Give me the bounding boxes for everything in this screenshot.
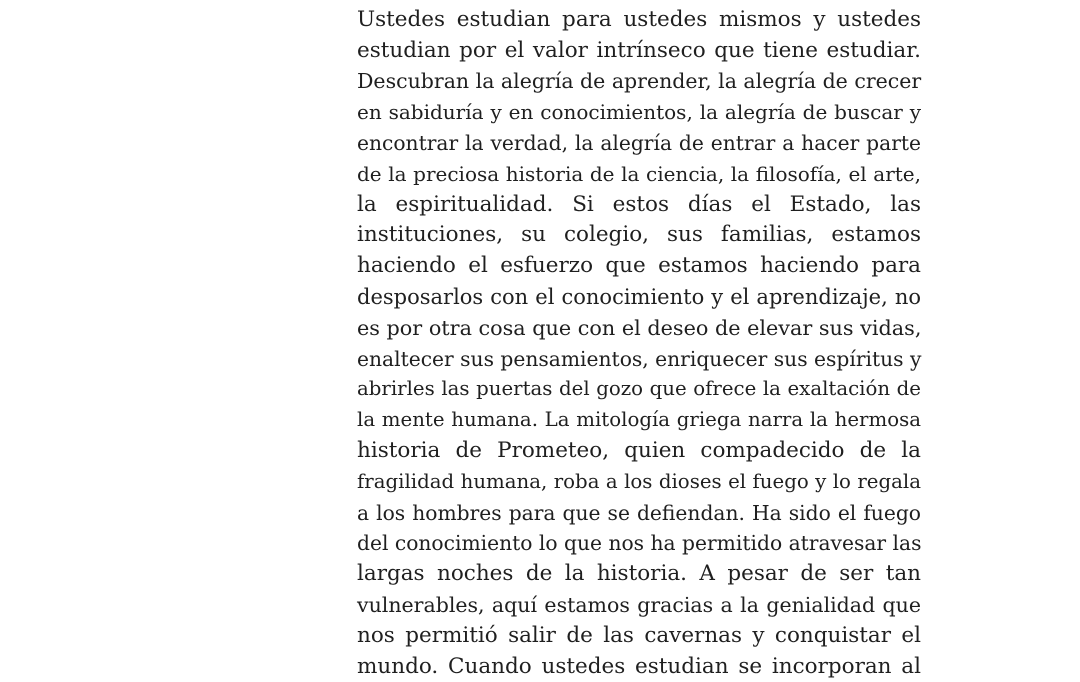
text-line: es por otra cosa que con el deseo de elevar sus vidas,: [357, 315, 922, 340]
text-line: largas noches de la historia. A pesar de ser tan: [357, 561, 921, 587]
text-line: enaltecer sus pensamientos, enriquecer sus espíritus y: [357, 346, 922, 371]
text-line: Ustedes estudian para ustedes mismos y ustedes: [357, 6, 921, 32]
text-line: de la preciosa historia de la ciencia, la filosofía, el arte,: [357, 161, 921, 186]
text-line: historia de Prometeo, quien compadecido de la: [357, 437, 921, 463]
text-line: mundo. Cuando ustedes estudian se incorporan al: [357, 653, 921, 679]
text-line: Descubran la alegría de aprender, la alegría de crecer: [357, 69, 922, 94]
text-line: la espiritualidad. Si estos días el Estado, las: [357, 191, 921, 217]
text-column: [357, 0, 921, 682]
text-line: vulnerables, aquí estamos gracias a la genialidad que: [357, 592, 921, 617]
text-line: estudian por el valor intrínseco que tiene estudiar.: [357, 37, 921, 63]
text-line: en sabiduría y en conocimientos, la alegría de buscar y: [357, 100, 921, 125]
text-line: a los hombres para que se defiendan. Ha sido el fuego: [357, 500, 921, 525]
text-line: encontrar la verdad, la alegría de entrar a hacer parte: [357, 130, 921, 155]
text-line: haciendo el esfuerzo que estamos haciendo para: [357, 253, 921, 279]
text-line: abrirles las puertas del gozo que ofrece la exaltación de: [357, 377, 921, 401]
text-line: fragilidad humana, roba a los dioses el fuego y lo regala: [357, 469, 921, 493]
text-line: del conocimiento lo que nos ha permitido atravesar las: [357, 531, 922, 556]
text-line: nos permitió salir de las cavernas y conquistar el: [357, 622, 921, 648]
text-line: instituciones, su colegio, sus familias, estamos: [357, 222, 921, 248]
text-line: la mente humana. La mitología griega narra la hermosa: [357, 408, 921, 432]
text-line: desposarlos con el conocimiento y el aprendizaje, no: [357, 284, 921, 309]
